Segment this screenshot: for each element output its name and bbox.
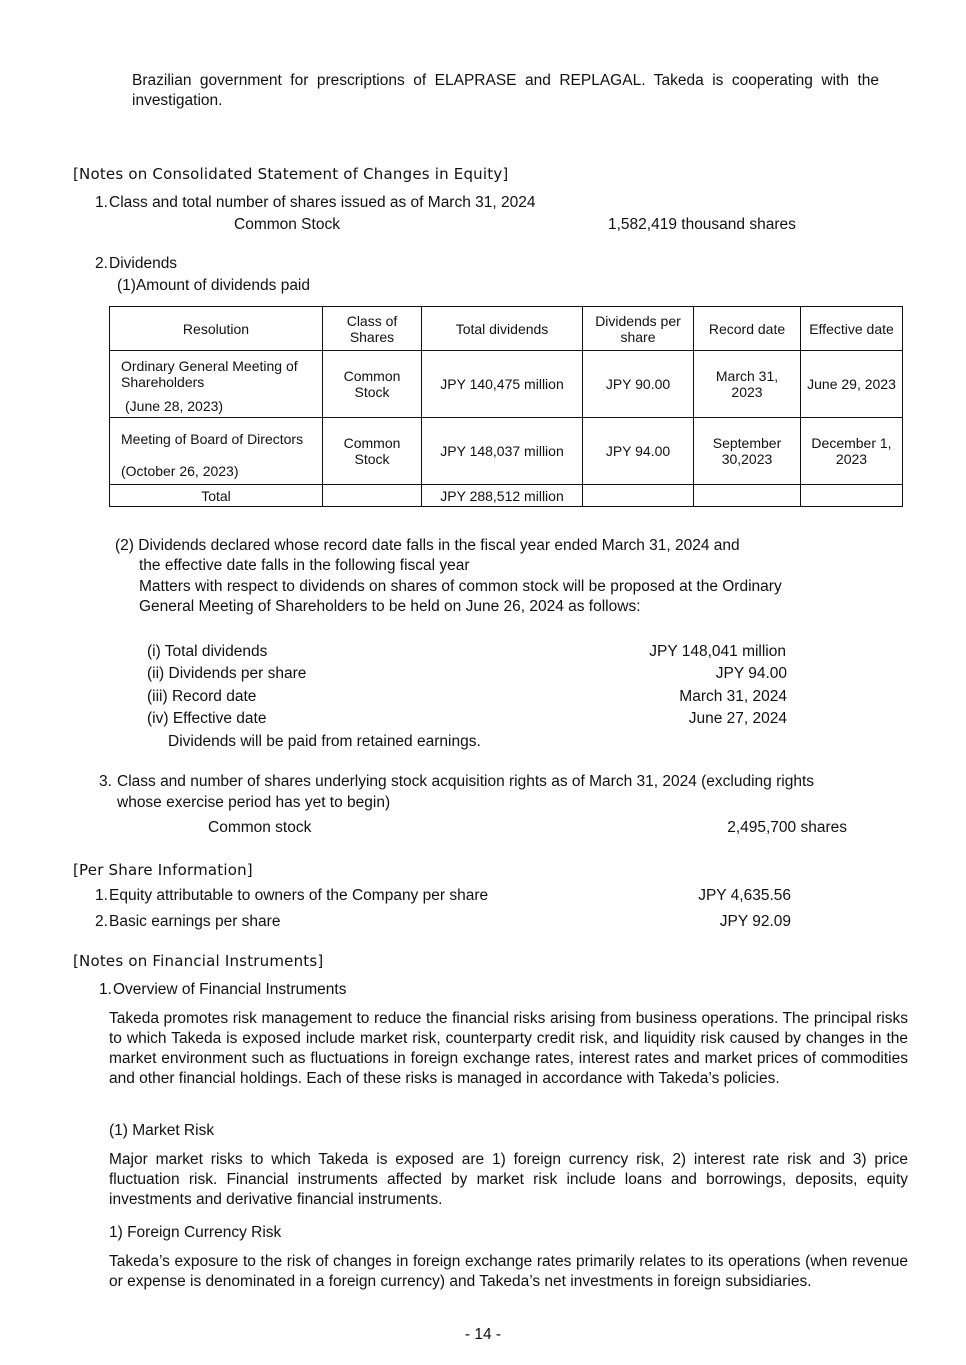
intro-line-2: investigation. [132, 92, 223, 109]
fx-risk-title: 1) Foreign Currency Risk [109, 1224, 282, 1241]
equity-item3-line-2: whose exercise period has yet to begin) [117, 794, 391, 811]
table-total-row [110, 485, 903, 507]
proposal-label: (iii) Record date [147, 688, 257, 705]
table-cell-empty [694, 485, 801, 507]
proposal-value: JPY 148,041 million [649, 643, 786, 660]
table-cell-effective-date: June 29, 2023 [801, 351, 903, 418]
equity-item3-number: 3. [99, 773, 112, 790]
table-total-label: Total [110, 485, 323, 507]
table-total-value: JPY 288,512 million [422, 485, 583, 507]
per-share-number: 1. [95, 887, 108, 904]
table-cell-resolution [110, 351, 323, 418]
proposal-label: (i) Total dividends [147, 643, 268, 660]
per-share-heading: [Per Share Information] [73, 861, 253, 879]
declared-dividends-line-2: the effective date falls in the following fiscal year [139, 557, 470, 574]
table-header-cell: Record date [694, 307, 801, 351]
equity-item3-value: 2,495,700 shares [727, 819, 847, 836]
intro-line-1: Brazilian government for prescriptions of ELAPRASE and REPLAGAL. Takeda is cooperating with the [132, 72, 879, 89]
table-cell-total: JPY 140,475 million [422, 351, 583, 418]
equity-item3-class: Common stock [208, 819, 312, 836]
table-cell-total: JPY 148,037 million [422, 418, 583, 485]
equity-item2-title: Dividends [109, 255, 178, 272]
proposal-value: JPY 94.00 [715, 665, 787, 682]
table-row [110, 351, 903, 418]
table-cell-record-date: September 30,2023 [694, 418, 801, 485]
equity-item1-title: Class and total number of shares issued as of March 31, 2024 [109, 194, 536, 211]
table-cell-record-date: March 31, 2023 [694, 351, 801, 418]
resolution-date: (October 26, 2023) [121, 463, 239, 479]
resolution-date: (June 28, 2023) [125, 398, 224, 414]
table-header-row [110, 307, 903, 351]
per-share-value: JPY 92.09 [719, 913, 791, 930]
equity-item1-number: 1. [95, 194, 108, 211]
table-header-cell: Dividends per share [583, 307, 694, 351]
table-header-cell: Total dividends [422, 307, 583, 351]
per-share-value: JPY 4,635.56 [698, 887, 791, 904]
financial-paragraph-3: Takeda’s exposure to the risk of changes in foreign exchange rates primarily relates to its operations (when revenue or expense is denominated in a foreign currency) and Takeda’s net investments in foreign subsidiaries. [109, 1253, 908, 1290]
table-cell-per-share: JPY 90.00 [583, 351, 694, 418]
dividends-table [109, 306, 903, 507]
table-header-cell: Effective date [801, 307, 903, 351]
financial-item1-title: Overview of Financial Instruments [113, 981, 347, 998]
declared-dividends-line-3: Matters with respect to dividends on shares of common stock will be proposed at the Ordinary [139, 578, 782, 595]
per-share-number: 2. [95, 913, 108, 930]
declared-dividends-line-4: General Meeting of Shareholders to be held on June 26, 2024 as follows: [139, 598, 641, 615]
table-cell-empty [801, 485, 903, 507]
financial-item1-number: 1. [99, 981, 112, 998]
proposal-value: March 31, 2024 [679, 688, 787, 705]
table-cell-effective-date: December 1, 2023 [801, 418, 903, 485]
market-risk-title: (1) Market Risk [109, 1122, 215, 1139]
financial-paragraph-2: Major market risks to which Takeda is exposed are 1) foreign currency risk, 2) interest rate risk and 3) price fluctuation risk. Financial instruments affected by market risk include loans and borrowings, deposits, equity investments and derivative financial instruments. [109, 1151, 908, 1208]
equity-item2-number: 2. [95, 255, 108, 272]
proposal-value: June 27, 2024 [688, 710, 787, 727]
table-row [110, 418, 903, 485]
proposal-label: (iv) Effective date [147, 710, 267, 727]
table-header-cell: Resolution [110, 307, 323, 351]
declared-dividends-line-1: (2) Dividends declared whose record date falls in the fiscal year ended March 31, 2024 and [115, 537, 740, 554]
equity-heading: [Notes on Consolidated Statement of Changes in Equity] [73, 165, 509, 183]
table-cell-resolution [110, 418, 323, 485]
proposal-note: Dividends will be paid from retained earnings. [168, 733, 481, 750]
table-cell-class: Common Stock [323, 351, 422, 418]
resolution-name: Meeting of Board of Directors [121, 431, 304, 447]
page-number: - 14 - [464, 1326, 502, 1343]
dividends-paid-subheading: (1)Amount of dividends paid [117, 277, 311, 294]
proposal-label: (ii) Dividends per share [147, 665, 307, 682]
table-header-cell: Class of Shares [323, 307, 422, 351]
resolution-name: Ordinary General Meeting of Shareholders [121, 358, 298, 390]
equity-item1-class: Common Stock [234, 216, 340, 233]
financial-heading: [Notes on Financial Instruments] [73, 952, 324, 970]
equity-item1-value: 1,582,419 thousand shares [608, 216, 796, 233]
financial-paragraph-1: Takeda promotes risk management to reduce the financial risks arising from business operations. The principal risks to which Takeda is exposed include market risk, counterparty credit risk, and liquidity risk caused by changes in the market environment such as fluctuations in foreign exchange rates, interest rates and market prices of commodities and other financial holdings. Each of these risks is managed in accordance with Takeda’s policies. [109, 1010, 908, 1087]
table-cell-class: Common Stock [323, 418, 422, 485]
per-share-label: Basic earnings per share [109, 913, 281, 930]
table-cell-empty [323, 485, 422, 507]
table-cell-empty [583, 485, 694, 507]
per-share-label: Equity attributable to owners of the Company per share [109, 887, 489, 904]
equity-item3-line-1: Class and number of shares underlying stock acquisition rights as of March 31, 2024 (excluding rights [117, 773, 815, 790]
table-cell-per-share: JPY 94.00 [583, 418, 694, 485]
